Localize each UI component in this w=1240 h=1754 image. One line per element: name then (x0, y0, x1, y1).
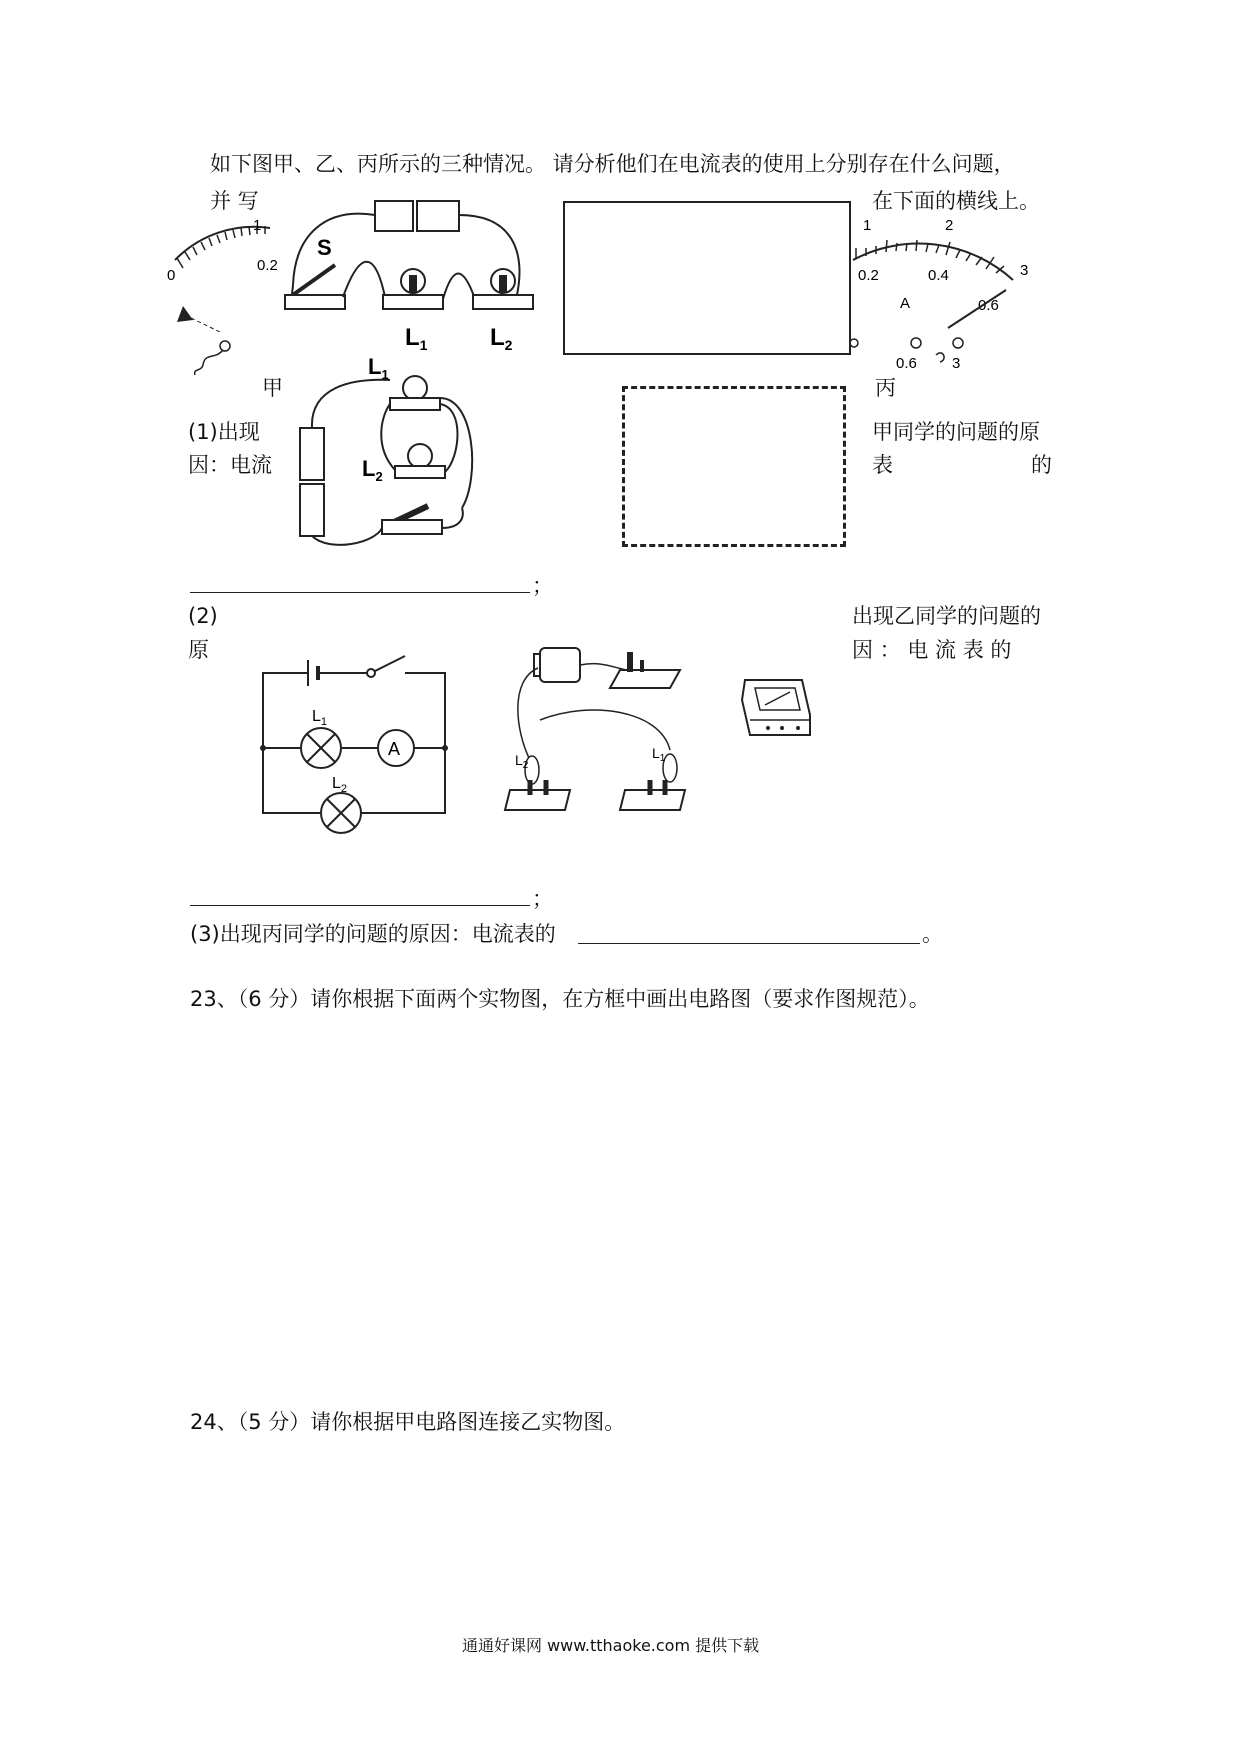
ammeter-bing-figure (848, 210, 1048, 375)
label-L2-yi: $L_2$ (362, 456, 383, 484)
schematic-label-L2: $L_2$ (332, 775, 348, 795)
meter-bing-tick-2: 2 (945, 217, 954, 234)
footer-source: 通通好课网 www.tthaoke.com 提供下载 (462, 1636, 760, 1655)
q1-answer-line[interactable] (190, 592, 530, 593)
answer-box-2 (622, 386, 846, 547)
intro-line-2-right: 在下面的横线上。 (872, 189, 1040, 213)
label-L1-yi: $L_1$ (368, 354, 389, 382)
switch-s-label: S (317, 235, 332, 260)
q23-text: 23、（6 分）请你根据下面两个实物图，在方框中画出电路图（要求作图规范）。 (190, 987, 930, 1011)
meter-bing-tick-1: 1 (863, 217, 872, 234)
q2-line2-right: 因 ： 电 流 表 的 (852, 638, 1012, 662)
meter-jia-tick-02: 0.2 (257, 257, 278, 274)
label-L2-top: $L_2$ (490, 324, 513, 353)
q1-line2-right (872, 451, 1052, 479)
q2-line2-left: 原 (188, 638, 209, 662)
schematic-ammeter-label: A (388, 739, 401, 759)
schematic-label-L1: $L_1$ (312, 708, 328, 728)
meter-bing-unit: A (900, 295, 911, 312)
answer-box-1 (563, 201, 851, 355)
q3-text: (3)出现丙同学的问题的原因：电流表的 (190, 922, 556, 946)
q1-line2-left: 因：电流 (188, 453, 272, 477)
q1-line1-left: (1)出现 (188, 420, 260, 444)
q1-line2-right-b: 的 (1031, 453, 1052, 477)
meter-bing-terminal-3: 3 (952, 355, 961, 372)
meter-jia-tick-1: 1 (253, 217, 262, 234)
meter-bing-tick-3: 3 (1020, 262, 1029, 279)
q2-end: ； (532, 887, 553, 911)
q3-end: 。 (922, 922, 943, 946)
q1-end: ； (532, 574, 553, 598)
meter-bing-tick-02: 0.2 (858, 267, 879, 284)
circuit-jia-figure (285, 195, 545, 360)
q3-answer-line[interactable] (578, 943, 920, 944)
label-L1-top: $L_1$ (405, 324, 428, 353)
figure-label-bing: 丙 (875, 376, 896, 400)
physical-label-L2: $L_2$ (515, 752, 529, 771)
meter-bing-terminal-06: 0.6 (896, 355, 917, 372)
q24-text: 24、（5 分）请你根据甲电路图连接乙实物图。 (190, 1410, 626, 1434)
circuit-schematic-figure (255, 648, 455, 853)
intro-line-2-left: 并 写 (210, 189, 259, 213)
q1-line1-right: 甲同学的问题的原 (872, 420, 1040, 444)
physical-label-L1: $L_1$ (652, 745, 666, 764)
physical-components-figure (510, 640, 820, 835)
q2-line1-left: (2) (188, 604, 218, 628)
intro-line-1: 如下图甲、乙、丙所示的三种情况。 请分析他们在电流表的使用上分别存在什么问题， (210, 152, 1015, 176)
meter-jia-tick-0: 0 (167, 267, 176, 284)
q2-answer-line[interactable] (190, 905, 530, 906)
meter-bing-tick-04: 0.4 (928, 267, 949, 284)
ammeter-jia-figure (165, 210, 285, 375)
q2-line1-right: 出现乙同学的问题的 (852, 604, 1041, 628)
figure-label-jia: 甲 (262, 376, 283, 400)
circuit-yi-figure (290, 354, 490, 548)
meter-bing-tick-06: 0.6 (978, 297, 999, 314)
q1-line2-right-a: 表 (872, 453, 893, 477)
